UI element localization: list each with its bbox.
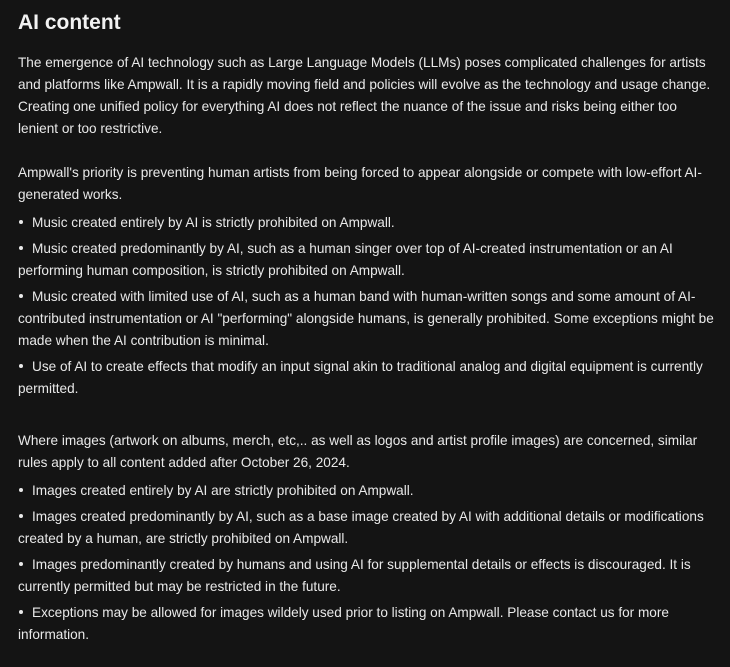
list-item-text: Images created entirely by AI are strictly prohibited on Ampwall.: [32, 483, 414, 498]
list-item-text: Images predominantly created by humans and using AI for supplemental details or effects is discouraged. It is currently permitted but may be restricted in the future.: [18, 557, 691, 594]
music-rules-list: [18, 212, 720, 400]
list-item: [18, 506, 720, 550]
list-item: [18, 286, 720, 352]
bullet-icon: [18, 506, 32, 528]
list-item: [18, 554, 720, 598]
list-item-text: Music created with limited use of AI, such as a human band with human-written songs and some amount of AI-contributed instrumentation or AI "performing" alongside humans, is generally prohibited. Some exceptions might be made when the AI contribution is minimal.: [18, 289, 714, 348]
intro-paragraph: The emergence of AI technology such as Large Language Models (LLMs) poses complicated challenges for artists and platforms like Ampwall. It is a rapidly moving field and policies will evolve as the technology and usage change. Creating one unified policy for everything AI does not reflect the nuance of the issue and risks being either too lenient or too restrictive.: [18, 55, 711, 136]
list-item-text: Music created predominantly by AI, such as a human singer over top of AI-created instrumentation or an AI performing human composition, is strictly prohibited on Ampwall.: [18, 241, 673, 278]
priority-paragraph: Ampwall's priority is preventing human artists from being forced to appear alongside or compete with low-effort AI-generated works.: [18, 165, 702, 202]
bullet-icon: [18, 356, 32, 378]
bullet-icon: [18, 602, 32, 624]
bullet-icon: [18, 286, 32, 308]
list-item: [18, 356, 720, 400]
list-item-text: Exceptions may be allowed for images wildely used prior to listing on Ampwall. Please contact us for more information.: [18, 605, 669, 642]
bullet-icon: [18, 554, 32, 576]
bullet-icon: [18, 238, 32, 260]
image-rules-list: [18, 480, 720, 646]
list-item: [18, 238, 720, 282]
list-item: [18, 602, 720, 646]
list-item: [18, 480, 720, 502]
list-item-text: Images created predominantly by AI, such as a base image created by AI with additional details or modifications created by a human, are strictly prohibited on Ampwall.: [18, 509, 704, 546]
page-title: AI content: [18, 11, 121, 34]
list-item-text: Music created entirely by AI is strictly prohibited on Ampwall.: [32, 215, 395, 230]
list-item-text: Use of AI to create effects that modify an input signal akin to traditional analog and digital equipment is currently permitted.: [18, 359, 703, 396]
images-paragraph: Where images (artwork on albums, merch, etc,.. as well as logos and artist profile images) are concerned, similar rules apply to all content added after October 26, 2024.: [18, 433, 698, 470]
bullet-icon: [18, 480, 32, 502]
bullet-icon: [18, 212, 32, 234]
list-item: [18, 212, 720, 234]
